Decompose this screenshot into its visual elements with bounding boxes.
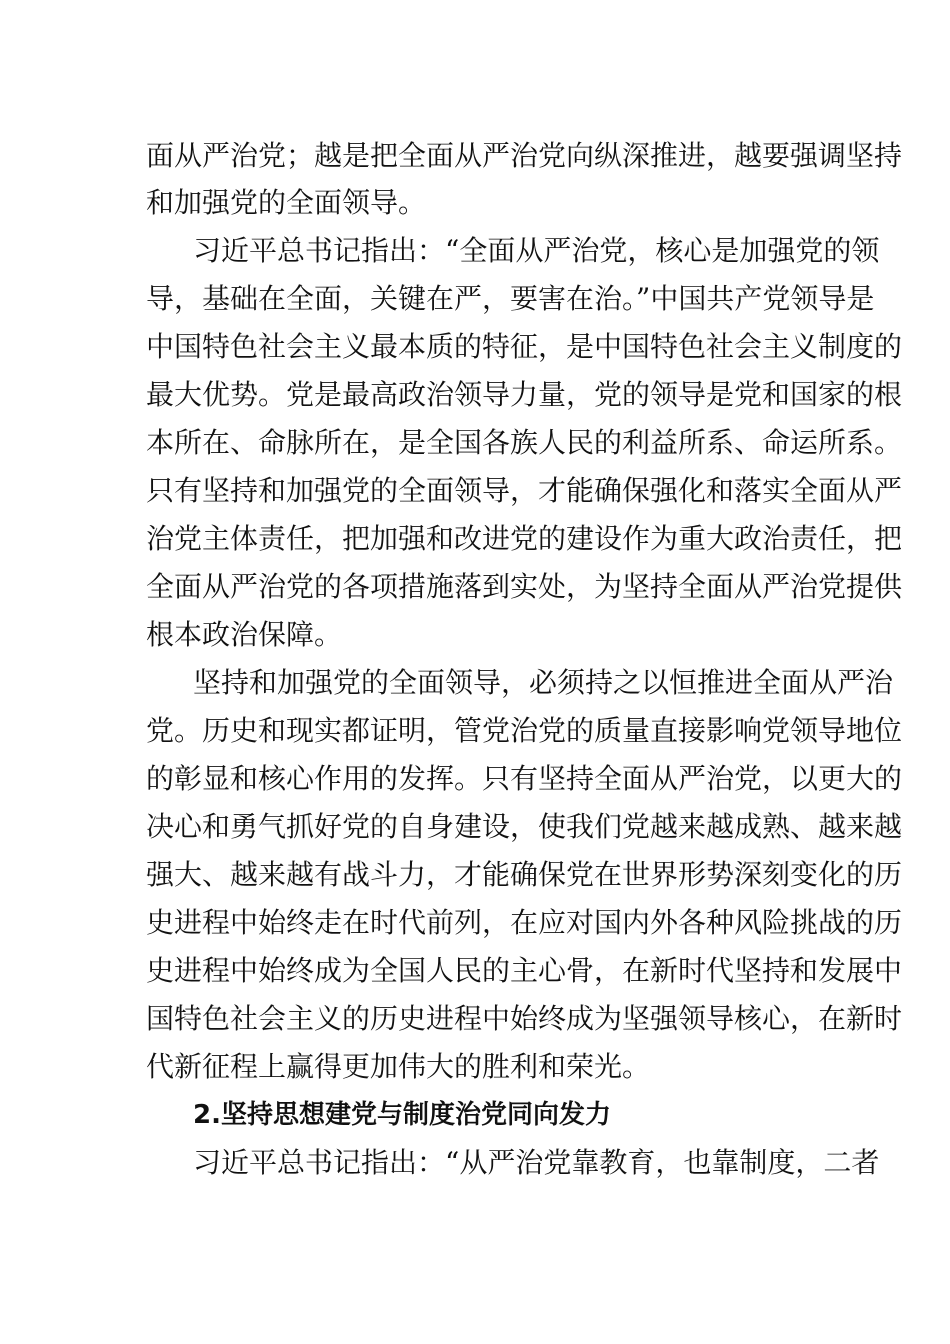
text-line: 强大、越来越有战斗力，才能确保党在世界形势深刻变化的历	[146, 858, 903, 891]
text-line: 史进程中始终走在时代前列，在应对国内外各种风险挑战的历	[146, 906, 903, 939]
text-line: 治党主体责任，把加强和改进党的建设作为重大政治责任，把	[146, 522, 903, 555]
paragraph-first-line: 坚持和加强党的全面领导，必须持之以恒推进全面从严治	[193, 666, 894, 699]
text-line: 党。历史和现实都证明，管党治党的质量直接影响党领导地位	[146, 714, 903, 747]
paragraph-first-line: 习近平总书记指出：“全面从严治党，核心是加强党的领	[193, 234, 880, 267]
text-line: 史进程中始终成为全国人民的主心骨，在新时代坚持和发展中	[146, 954, 903, 987]
text-line: 和加强党的全面领导。	[146, 186, 427, 219]
section-heading: 2.坚持思想建党与制度治党同向发力	[193, 1100, 611, 1130]
text-line: 中国特色社会主义最本质的特征，是中国特色社会主义制度的	[146, 330, 903, 363]
text-line: 决心和勇气抓好党的自身建设，使我们党越来越成熟、越来越	[146, 810, 903, 843]
text-line: 代新征程上赢得更加伟大的胜利和荣光。	[146, 1050, 651, 1083]
text-line: 全面从严治党的各项措施落到实处，为坚持全面从严治党提供	[146, 570, 903, 603]
text-line: 导，基础在全面，关键在严，要害在治。”中国共产党领导是	[146, 282, 875, 315]
text-line: 国特色社会主义的历史进程中始终成为坚强领导核心，在新时	[146, 1002, 903, 1035]
text-line: 本所在、命脉所在，是全国各族人民的利益所系、命运所系。	[146, 426, 903, 459]
text-line: 只有坚持和加强党的全面领导，才能确保强化和落实全面从严	[146, 474, 903, 507]
paragraph-first-line: 习近平总书记指出：“从严治党靠教育，也靠制度，二者	[193, 1146, 880, 1179]
text-line: 最大优势。党是最高政治领导力量，党的领导是党和国家的根	[146, 378, 903, 411]
text-line: 的彰显和核心作用的发挥。只有坚持全面从严治党，以更大的	[146, 762, 903, 795]
text-line: 根本政治保障。	[146, 618, 343, 651]
text-line: 面从严治党；越是把全面从严治党向纵深推进，越要强调坚持	[146, 139, 903, 172]
